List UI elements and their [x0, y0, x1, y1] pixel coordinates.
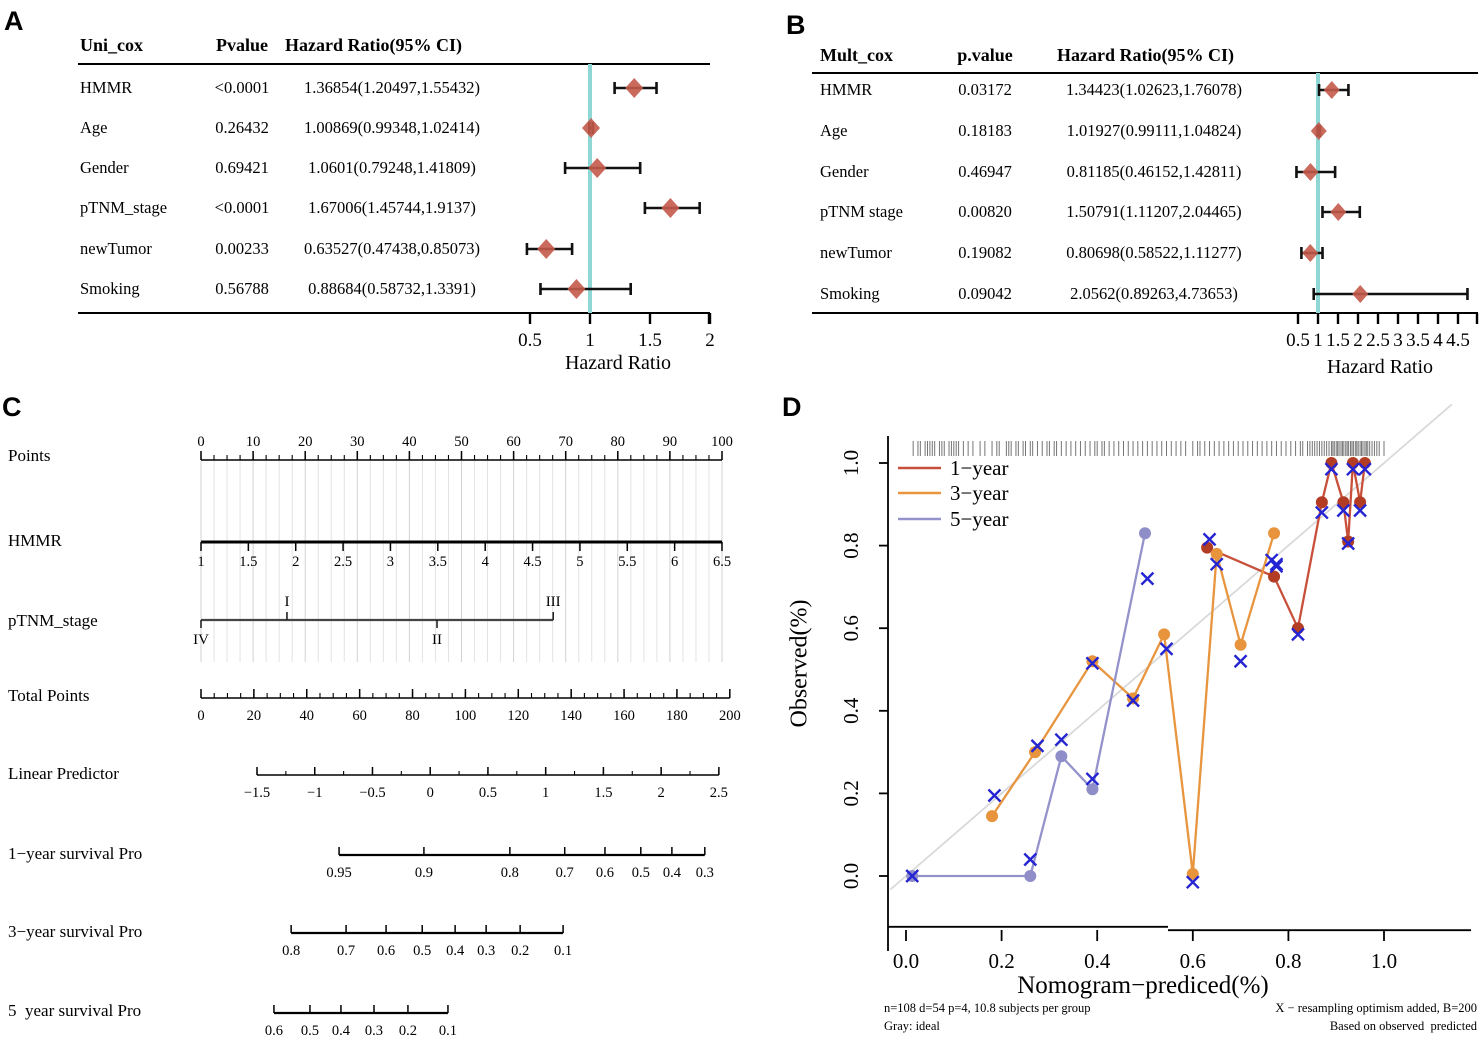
- forest-axis-tick-label: 2: [1353, 330, 1363, 351]
- d-xlabel: Nomogram−prediced(%): [1017, 972, 1269, 999]
- nomogram-tick-label: 6.5: [712, 554, 732, 570]
- nomogram-label-ptnm: pTNM_stage: [8, 611, 98, 630]
- forest-a-row-name: Smoking: [80, 279, 140, 298]
- nomogram-tick-label: 200: [718, 708, 741, 724]
- nomogram-tick-label: 0.95: [326, 865, 352, 881]
- series-dot-1-year: [1292, 622, 1304, 634]
- nomogram-tick-label: 0.5: [300, 1023, 320, 1039]
- nomogram-tick-label: 0.1: [554, 943, 573, 959]
- nomogram-tick-label: 0.2: [398, 1023, 417, 1039]
- d-xtick-label: 0.6: [1179, 949, 1206, 973]
- hr-diamond: [1352, 285, 1368, 303]
- d-ylabel: Observed(%): [786, 599, 813, 728]
- d-annotation-gray-ideal: Gray: ideal: [884, 1019, 940, 1033]
- series-dot-3-year: [1086, 655, 1098, 667]
- series-line-5-year: [912, 533, 1145, 876]
- nomogram-tick-label: −1.5: [243, 785, 271, 801]
- hr-diamond: [537, 239, 555, 259]
- nomogram-tick-label: 5: [576, 554, 584, 570]
- forest-b-row-hr: 2.0562(0.89263,4.73653): [1070, 284, 1238, 303]
- forest-a-row-hr: 1.00869(0.99348,1.02414): [304, 118, 480, 137]
- forest-b-row-pvalue: 0.19082: [958, 243, 1012, 262]
- d-annotation-resampling: X − resampling optimism added, B=200: [1275, 1001, 1477, 1015]
- forest-b-row-hr: 1.50791(1.11207,2.04465): [1066, 202, 1242, 221]
- d-xtick-label: 0.0: [892, 949, 920, 973]
- nomogram-tick-label: 0: [197, 434, 205, 450]
- nomogram-tick-label: 6: [671, 554, 679, 570]
- forest-axis-tick-label: 4: [1433, 330, 1443, 351]
- forest-b-row-hr: 1.34423(1.02623,1.76078): [1066, 80, 1242, 99]
- hr-diamond: [1302, 244, 1318, 262]
- nomogram-tick-label: 0.3: [364, 1023, 384, 1039]
- nomogram-tick-label: 1: [542, 785, 550, 801]
- forest-b-header-name: Mult_cox: [820, 45, 893, 65]
- series-dot-3-year: [986, 810, 998, 822]
- d-xtick-label: 0.8: [1275, 949, 1302, 973]
- panel-letter-a: A: [4, 6, 24, 36]
- series-dot-1-year: [1268, 571, 1280, 583]
- nomogram-tick-label: −1: [307, 785, 323, 801]
- panel-letter-b: B: [786, 10, 806, 40]
- d-annotation-based-on: Based on observed predicted: [1329, 1019, 1477, 1033]
- forest-a-row-name: pTNM_stage: [80, 198, 168, 217]
- nomogram-tick-label: 160: [613, 708, 635, 724]
- d-ytick-label: 0.6: [839, 615, 863, 642]
- nomogram-tick-label: −0.5: [359, 785, 386, 801]
- forest-b-row-pvalue: 0.00820: [958, 202, 1012, 221]
- panel-letter-d: D: [782, 392, 802, 422]
- nomogram-tick-label: 30: [350, 434, 365, 450]
- forest-a-row-hr: 1.36854(1.20497,1.55432): [304, 78, 480, 97]
- forest-a-row-pvalue: 0.56788: [215, 279, 269, 298]
- series-dot-1-year: [1342, 535, 1354, 547]
- forest-b-row-name: Age: [820, 121, 848, 140]
- nomogram-tick-label: 0.9: [414, 865, 433, 881]
- nomogram-tick-label: 0.7: [555, 865, 574, 881]
- series-dot-3-year: [1235, 639, 1247, 651]
- nomogram-tick-label: 0.1: [438, 1023, 458, 1039]
- d-ytick-label: 0.4: [839, 697, 863, 724]
- nomogram-tick-label: 0.4: [331, 1023, 350, 1039]
- nomogram-label-hmmr: HMMR: [8, 531, 62, 550]
- forest-b-row-hr: 0.81185(0.46152,1.42811): [1066, 162, 1242, 181]
- nomogram-tick-label: 20: [246, 708, 262, 724]
- nomogram-tick-label: 5.5: [618, 554, 637, 570]
- forest-b-row-pvalue: 0.18183: [958, 121, 1012, 140]
- nomogram-label-5yr: 5 year survival Pro: [8, 1001, 142, 1020]
- forest-b-row-name: Gender: [820, 162, 869, 181]
- nomogram-tick-label: 0.6: [595, 865, 615, 881]
- forest-b-row-pvalue: 0.09042: [958, 284, 1012, 303]
- nomogram-tick-label: 1.5: [239, 554, 258, 570]
- nomogram-tick-label: 40: [299, 708, 315, 724]
- series-dot-5-year: [1086, 783, 1098, 795]
- series-dot-3-year: [1268, 527, 1280, 539]
- forest-axis-tick-label: 4.5: [1446, 330, 1470, 351]
- nomogram-tick-label: 0.2: [511, 943, 530, 959]
- forest-a-row-pvalue: <0.0001: [214, 198, 270, 217]
- nomogram-tick-label: 0: [197, 708, 205, 724]
- hr-diamond: [567, 279, 585, 299]
- series-dot-5-year: [1024, 870, 1036, 882]
- legend-label-1year: 1−year: [950, 456, 1009, 480]
- nomogram-tick-label: 2: [292, 554, 300, 570]
- forest-a-axis-title: Hazard Ratio: [564, 352, 672, 374]
- nomogram-tick-label: 80: [405, 708, 420, 724]
- ptnm-cat-label: II: [432, 632, 443, 648]
- hr-diamond: [625, 78, 643, 98]
- series-dot-5-year: [1055, 750, 1067, 762]
- nomogram-tick-label: 40: [402, 434, 417, 450]
- series-dot-3-year: [1127, 692, 1139, 704]
- nomogram-tick-label: 1.5: [594, 785, 613, 801]
- hr-diamond: [661, 198, 679, 218]
- nomogram-tick-label: 80: [610, 434, 626, 450]
- nomogram-tick-label: 0.5: [478, 785, 498, 801]
- nomogram-tick-label: 0.4: [662, 865, 681, 881]
- hr-diamond: [1324, 81, 1340, 99]
- nomogram-tick-label: 0: [426, 785, 434, 801]
- forest-a-row-hr: 1.0601(0.79248,1.41809): [308, 158, 476, 177]
- nomogram-tick-label: 60: [506, 434, 521, 450]
- forest-a-row-name: newTumor: [80, 239, 152, 258]
- nomogram-tick-label: 0.4: [446, 943, 465, 959]
- series-dot-1-year: [1359, 457, 1371, 469]
- nomogram-tick-label: 180: [666, 708, 688, 724]
- d-ytick-label: 0.2: [839, 780, 863, 807]
- forest-axis-tick-label: 0.5: [518, 330, 542, 351]
- d-ytick-label: 0.0: [839, 862, 863, 890]
- nomogram-tick-label: 0.3: [477, 943, 496, 959]
- hr-diamond: [1330, 203, 1346, 221]
- forest-axis-tick-label: 3.5: [1406, 330, 1430, 351]
- nomogram-tick-label: 50: [454, 434, 469, 450]
- forest-b-row-pvalue: 0.03172: [958, 80, 1012, 99]
- forest-a-row-name: Age: [80, 118, 108, 137]
- forest-b-row-hr: 0.80698(0.58522,1.11277): [1066, 243, 1242, 262]
- forest-a-row-pvalue: <0.0001: [214, 78, 270, 97]
- nomogram-label-linear-predictor: Linear Predictor: [8, 764, 119, 783]
- nomogram-label-total-points: Total Points: [8, 686, 90, 705]
- ptnm-cat-label: I: [284, 594, 290, 610]
- nomogram-tick-label: 3: [386, 554, 395, 570]
- nomogram-tick-label: 2.5: [334, 554, 353, 570]
- forest-axis-tick-label: 3: [1393, 330, 1403, 351]
- forest-axis-tick-label: 1.5: [638, 330, 662, 351]
- forest-a-row-hr: 1.67006(1.45744,1.9137): [308, 198, 476, 217]
- nomogram-tick-label: 100: [454, 708, 477, 724]
- forest-a-row-pvalue: 0.69421: [215, 158, 269, 177]
- nomogram-tick-label: 140: [560, 708, 583, 724]
- d-ytick-label: 1.0: [839, 449, 863, 477]
- nomogram-tick-label: 0.5: [413, 943, 432, 959]
- ptnm-cat-label: III: [545, 594, 561, 610]
- ptnm-cat-label: IV: [193, 632, 209, 648]
- hr-diamond: [1311, 122, 1327, 140]
- forest-axis-tick-label: 2.5: [1366, 330, 1390, 351]
- series-dot-5-year: [1139, 527, 1151, 539]
- forest-b-row-name: HMMR: [820, 80, 873, 99]
- series-dot-1-year: [1347, 457, 1359, 469]
- nomogram-tick-label: 0.5: [631, 865, 650, 881]
- nomogram-tick-label: 0.6: [376, 943, 396, 959]
- series-dot-1-year: [1316, 496, 1328, 508]
- forest-a-row-hr: 0.88684(0.58732,1.3391): [308, 279, 476, 298]
- nomogram-tick-label: 2: [657, 785, 665, 801]
- forest-axis-tick-label: 1.5: [1326, 330, 1350, 351]
- hr-diamond: [582, 118, 600, 138]
- series-dot-1-year: [1325, 457, 1337, 469]
- forest-b-header-hr: Hazard Ratio(95% CI): [1057, 45, 1234, 65]
- nomogram-label-1yr: 1−year survival Pro: [8, 844, 143, 863]
- d-xtick-label: 1.0: [1370, 949, 1398, 973]
- nomogram-tick-label: 60: [352, 708, 367, 724]
- forest-a-row-name: HMMR: [80, 78, 133, 97]
- nomogram-tick-label: 10: [245, 434, 261, 450]
- forest-a-header-name: Uni_cox: [80, 35, 143, 55]
- forest-a-header-pvalue: Pvalue: [216, 35, 268, 55]
- nomogram-tick-label: 0.3: [695, 865, 714, 881]
- forest-b-row-hr: 1.01927(0.99111,1.04824): [1066, 121, 1242, 140]
- forest-b-axis-title: Hazard Ratio: [1326, 356, 1434, 378]
- forest-a-row-name: Gender: [80, 158, 129, 177]
- nomogram-tick-label: 90: [662, 434, 678, 450]
- forest-a-header-hr: Hazard Ratio(95% CI): [285, 35, 462, 55]
- forest-b-row-pvalue: 0.46947: [958, 162, 1012, 181]
- nomogram-tick-label: 70: [558, 434, 573, 450]
- nomogram-tick-label: 0.6: [264, 1023, 284, 1039]
- nomogram-tick-label: 20: [297, 434, 313, 450]
- nomogram-label-3yr: 3−year survival Pro: [8, 922, 143, 941]
- forest-a-row-pvalue: 0.26432: [215, 118, 269, 137]
- forest-axis-tick-label: 1: [585, 330, 595, 351]
- forest-b-row-name: Smoking: [820, 284, 880, 303]
- nomogram-tick-label: 1: [197, 554, 205, 570]
- d-ytick-label: 0.8: [839, 532, 863, 559]
- d-annotation-n: n=108 d=54 p=4, 10.8 subjects per group: [884, 1001, 1091, 1015]
- forest-a-row-hr: 0.63527(0.47438,0.85073): [304, 239, 480, 258]
- nomogram-tick-label: 0.8: [500, 865, 519, 881]
- d-xtick-label: 0.2: [988, 949, 1015, 973]
- nomogram-tick-label: 3.5: [428, 554, 447, 570]
- nomogram-tick-label: 100: [711, 434, 733, 450]
- d-xtick-label: 0.4: [1084, 949, 1111, 973]
- legend-label-3year: 3−year: [950, 481, 1009, 505]
- nomogram-tick-label: 4: [481, 554, 489, 570]
- forest-b-row-name: pTNM stage: [820, 202, 903, 221]
- series-dot-3-year: [1158, 628, 1170, 640]
- forest-a-row-pvalue: 0.00233: [215, 239, 269, 258]
- legend-label-5year: 5−year: [950, 507, 1009, 531]
- series-dot-3-year: [1211, 548, 1223, 560]
- forest-axis-tick-label: 0.5: [1286, 330, 1310, 351]
- forest-b-header-pvalue: p.value: [957, 45, 1013, 65]
- nomogram-label-points: Points: [8, 446, 51, 465]
- nomogram-tick-label: 2.5: [709, 785, 728, 801]
- nomogram-tick-label: 4.5: [523, 554, 542, 570]
- nomogram-tick-label: 0.8: [282, 943, 301, 959]
- nomogram-tick-label: 0.7: [337, 943, 356, 959]
- nomogram-tick-label: 120: [507, 708, 530, 724]
- forest-b-row-name: newTumor: [820, 243, 892, 262]
- forest-axis-tick-label: 1: [1313, 330, 1323, 351]
- panel-letter-c: C: [2, 392, 22, 422]
- forest-axis-tick-label: 2: [705, 330, 715, 351]
